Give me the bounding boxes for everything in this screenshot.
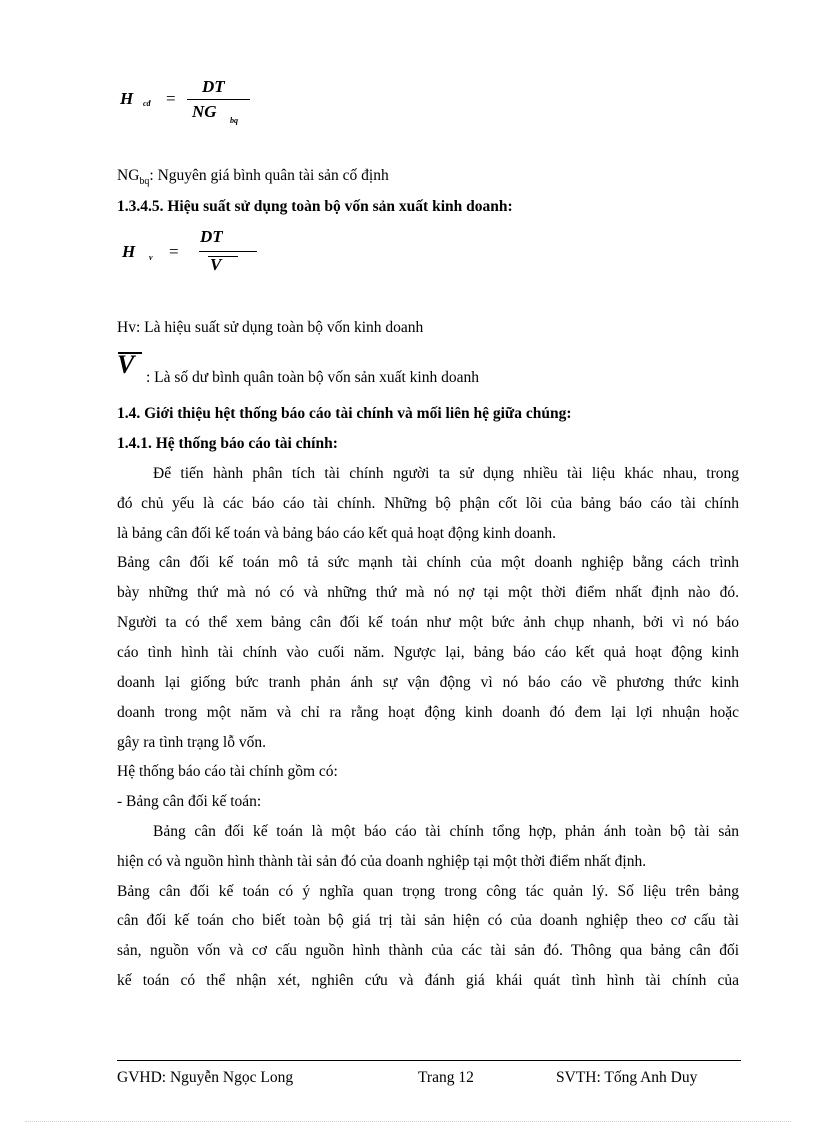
definition-ng-term: NG (117, 167, 140, 184)
formula-hcd-equals: = (166, 89, 176, 108)
para2-line: doanh lại giống bức tranh phản ánh sự vận động vì nó báo cáo về phương thức kinh (117, 674, 739, 691)
definition-hv: Hv: Là hiệu suất sử dụng toàn bộ vốn kinh doanh (117, 319, 424, 336)
para1-line: là bảng cân đối kế toán và bảng báo cáo kết quả hoạt động kinh doanh. (117, 525, 557, 542)
formula-hcd-denominator: NG (192, 102, 217, 121)
formula-hv-fraction-bar (199, 251, 257, 252)
footer-student: SVTH: Tống Anh Duy (556, 1069, 698, 1086)
formula-hcd-fraction-bar (187, 99, 250, 100)
para2-line: Người ta có thể xem bảng cân đối kế toán như một bức ảnh chụp nhanh, bởi vì nó báo (117, 614, 739, 631)
formula-hv-lhs: H (122, 242, 136, 261)
heading-1-3-4-5: 1.3.4.5. Hiệu suất sử dụng toàn bộ vốn sản xuất kinh doanh: (117, 198, 513, 215)
para2-line: bày những thứ mà nó có và những thứ mà nó nợ tại một thời điểm nhất định nào đó. (117, 584, 739, 601)
formula-hcd-denominator-sub: bq (230, 116, 238, 125)
vbar-symbol: V (117, 350, 135, 379)
para4-line: kế toán có thể nhận xét, nghiên cứu và đánh giá khái quát tình hình tài chính của (117, 972, 739, 989)
definition-ng (117, 166, 389, 188)
para2-line: Bảng cân đối kế toán mô tả sức mạnh tài chính của một doanh nghiệp bằng cách trình (117, 554, 739, 571)
heading-1-4: 1.4. Giới thiệu hệt thống báo cáo tài chính và mối liên hệ giữa chúng: (117, 405, 572, 422)
para2-line: doanh trong một năm và chỉ ra rằng hoạt động kinh doanh đó đem lại lợi nhuận hoặc (117, 704, 739, 721)
footer-rule (117, 1060, 741, 1061)
para2-line: cáo tình hình tài chính vào cuối năm. Ngược lại, bảng báo cáo kết quả hoạt động kinh (117, 644, 739, 661)
formula-hv-equals: = (169, 242, 179, 261)
para1-line: đó chủ yếu là các báo cáo tài chính. Những bộ phận cốt lõi của bảng báo cáo tài chính (117, 495, 739, 512)
para4-line: Bảng cân đối kế toán có ý nghĩa quan trọng trong công tác quản lý. Số liệu trên bảng (117, 883, 739, 900)
footer-advisor: GVHD: Nguyễn Ngọc Long (117, 1069, 294, 1086)
system-intro: Hệ thống báo cáo tài chính gồm có: (117, 763, 338, 780)
para1-line: Để tiến hành phân tích tài chính người ta sử dụng nhiều tài liệu khác nhau, trong (153, 465, 739, 482)
formula-hv-lhs-sub: v (149, 253, 153, 262)
para4-line: cân đối kế toán cho biết toàn bộ giá trị tài sản hiện có của doanh nghiệp theo cơ cấu tài (117, 912, 739, 929)
para2-line: gây ra tình trạng lỗ vốn. (117, 734, 266, 751)
para3-line: Bảng cân đối kế toán là một báo cáo tài chính tổng hợp, phản ánh toàn bộ tài sản (153, 823, 739, 840)
item-bang-can-doi-ke-toan: - Bảng cân đối kế toán: (117, 793, 262, 810)
formula-hcd-lhs: H (120, 89, 134, 108)
para4-line: sản, nguồn vốn và cơ cấu nguồn hình thành của các tài sản đó. Thông qua bảng cân đối (117, 942, 739, 959)
definition-ng-text: : Nguyên giá bình quân tài sản cố định (149, 167, 389, 184)
para3-line: hiện có và nguồn hình thành tài sản đó của doanh nghiệp tại một thời điểm nhất định. (117, 853, 647, 870)
definition-ng-sub: bq (139, 176, 150, 187)
formula-hv-denominator: V (210, 255, 222, 274)
formula-hv-numerator: DT (200, 227, 223, 246)
formula-hcd-numerator: DT (202, 77, 225, 96)
footer-page-number: Trang 12 (418, 1069, 474, 1086)
page-edge-divider (25, 1121, 791, 1122)
definition-vbar: : Là số dư bình quân toàn bộ vốn sản xuất kinh doanh (146, 369, 479, 386)
heading-1-4-1: 1.4.1. Hệ thống báo cáo tài chính: (117, 435, 338, 452)
formula-hcd-lhs-sub: cđ (143, 99, 151, 108)
